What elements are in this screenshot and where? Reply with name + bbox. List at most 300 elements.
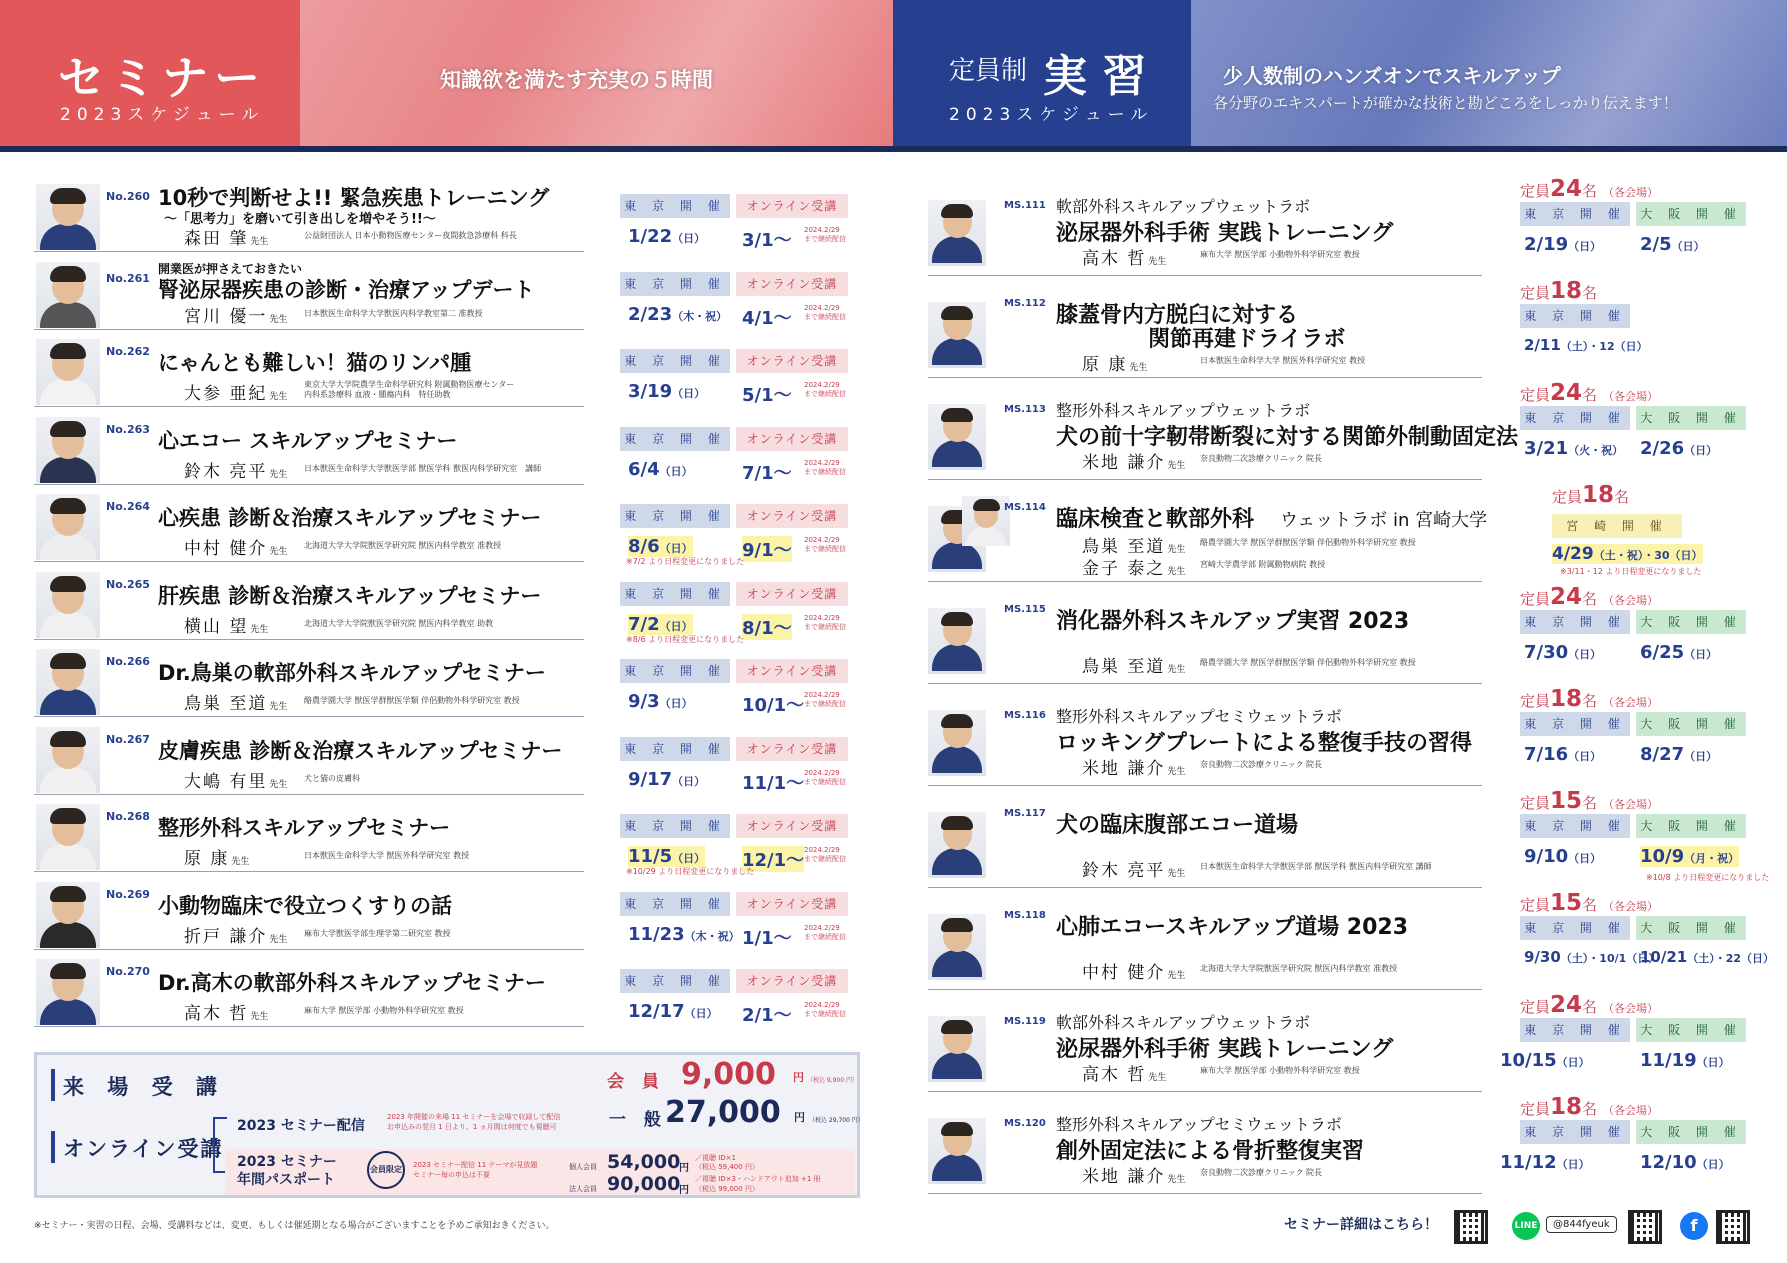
instructor-affiliation: 酪農学園大学 獣医学群獣医学類 伴侶動物外科学研究室 教授 (1200, 538, 1416, 547)
member-yen: 円 (793, 1071, 804, 1084)
tokyo-date (1500, 1152, 1590, 1173)
online-start-date: 10/1～ (742, 695, 805, 716)
header-divider (0, 146, 1787, 152)
capacity-venues: （各会場） (1603, 1002, 1659, 1015)
line-qr-code[interactable] (1628, 1210, 1662, 1244)
capacity (1520, 890, 1658, 916)
capacity-label: 定員 (1520, 1100, 1551, 1118)
seminar-header (0, 0, 893, 152)
seminar-pretitle: 開業医が押さえておきたい (158, 261, 303, 276)
lab-title: 臨床検査と軟部外科 (1056, 507, 1255, 532)
tokyo-label: 東 京 開 催 (620, 969, 730, 993)
sensei-label: 先生 (1129, 363, 1148, 373)
tokyo-date-day: （日） (672, 387, 706, 400)
tokyo-date-day: （日） (672, 852, 706, 865)
capacity-number: 24 (1550, 992, 1583, 1018)
capacity-unit: 名 (1582, 590, 1598, 608)
tokyo-date-day: （日） (684, 1007, 718, 1020)
speaker-name (184, 844, 249, 869)
osaka-date-value: 2/5 (1640, 234, 1672, 255)
tokyo-label: 東 京 開 催 (620, 737, 730, 761)
tokyo-date (628, 536, 693, 557)
tokyo-date (1524, 948, 1659, 966)
lab-row (928, 186, 1482, 276)
seminar-title: 皮膚疾患 診断＆治療スキルアップセミナー (158, 738, 563, 763)
online-until-date: 2024.2/29 (804, 923, 840, 932)
sensei-label: 先生 (269, 314, 288, 325)
speaker-photo (36, 959, 100, 1025)
capacity (1520, 176, 1658, 202)
online-until-date: 2024.2/29 (804, 458, 840, 467)
instructor-name-text: 米地 謙介 (1082, 453, 1166, 473)
sensei-label: 先生 (1167, 545, 1186, 555)
seminar-title: にゃんとも難しい！猫のリンパ腫 (158, 351, 472, 375)
instructor-name-2-text: 金子 泰之 (1082, 559, 1166, 579)
capacity-venues: （各会場） (1603, 798, 1659, 811)
online-label: オンライン受講 (736, 737, 848, 761)
lab-category: 軟部外科スキルアップウェットラボ (1056, 197, 1311, 216)
capacity (1520, 686, 1658, 712)
seminar-number: No.262 (106, 345, 150, 358)
tokyo-label: 東 京 開 催 (620, 194, 730, 218)
miyazaki-date (1552, 544, 1703, 564)
sensei-label: 先生 (231, 857, 250, 867)
tokyo-date-day: （日） (659, 697, 693, 710)
corp-price: 90,000 (607, 1173, 681, 1195)
photo-body (40, 379, 96, 405)
tokyo-date (1524, 744, 1601, 765)
sensei-label: 先生 (269, 392, 288, 402)
lab-category: 軟部外科スキルアップウェットラボ (1056, 1013, 1311, 1032)
tokyo-date (628, 924, 740, 945)
photo-hair (50, 886, 86, 902)
osaka-date (1640, 642, 1717, 663)
online-until-text: まで継続配信 (804, 622, 846, 631)
instructor-photo (928, 200, 986, 266)
tokyo-date-value: 9/30 (1524, 948, 1561, 966)
speaker-name (184, 302, 287, 327)
seminar-title: 心疾患 診断＆治療スキルアップセミナー (158, 506, 542, 530)
tokyo-date (1524, 846, 1601, 867)
speaker-affiliation: 北海道大学大学院獣医学研究院 獣医内科学教室 助教 (304, 618, 494, 628)
tokyo-date-day: （日） (1556, 1056, 1590, 1069)
photo-body (965, 526, 1007, 546)
speaker-name-text: 大嶋 有里 (184, 771, 268, 792)
osaka-date-value: 10/21 (1640, 948, 1688, 966)
sensei-label: 先生 (1167, 869, 1186, 879)
line-icon[interactable]: LINE (1512, 1212, 1540, 1240)
photo-hair (50, 188, 86, 204)
sensei-label: 先生 (1167, 767, 1186, 777)
capacity-number: 24 (1550, 584, 1583, 610)
photo-body (40, 534, 96, 560)
instructor-affiliation-2: 宮崎大学農学部 附属動物病院 教授 (1200, 560, 1326, 569)
lab-title: ロッキングプレートによる整復手技の習得 (1056, 731, 1473, 756)
online-label: オンライン受講 (736, 349, 848, 373)
osaka-label: 大 阪 開 催 (1636, 1120, 1746, 1144)
photo-hair (941, 1020, 974, 1035)
instructor-affiliation: 奈良動物二次診療クリニック 院長 (1200, 760, 1323, 769)
photo-hair (50, 963, 86, 979)
osaka-date-day: （日） (1684, 750, 1718, 763)
reschedule-note: ※10/29 より日程変更になりました (626, 867, 755, 876)
capacity-number: 15 (1550, 890, 1583, 916)
instructor-name-text: 米地 謙介 (1082, 1167, 1166, 1187)
capacity-unit: 名 (1582, 386, 1598, 404)
instructor-affiliation: 麻布大学 獣医学部 小動物外科学研究室 教授 (1200, 250, 1360, 259)
capacity-unit: 名 (1582, 284, 1598, 302)
capacity-unit: 名 (1582, 998, 1598, 1016)
photo-hair (50, 576, 86, 592)
tokyo-date (1524, 642, 1601, 663)
line-id: @844fyeuk (1546, 1216, 1617, 1233)
miyazaki-date-day: （土・祝）・30（日） (1593, 549, 1703, 562)
osaka-label: 大 阪 開 催 (1636, 202, 1746, 226)
photo-body (932, 236, 983, 263)
photo-body (932, 950, 983, 977)
reschedule-note: ※10/8 より日程変更になりました (1646, 873, 1770, 882)
instructor-name (1082, 1060, 1166, 1085)
sensei-label: 先生 (269, 702, 288, 712)
lab-number: MS.115 (1004, 604, 1046, 615)
tokyo-date-day: （日） (659, 542, 693, 555)
osaka-date-day: （日） (1696, 1158, 1730, 1171)
osaka-label: 大 阪 開 催 (1636, 916, 1746, 940)
osaka-date-value: 11/19 (1640, 1050, 1697, 1071)
online-start-date: 11/1～ (742, 772, 805, 794)
seminar-title: 10秒で判断せよ!! 緊急疾患トレーニング (158, 186, 550, 210)
instructor-name (1082, 958, 1185, 983)
tokyo-date-day: （木・祝） (684, 929, 740, 943)
seminar-title: Dr.鳥巣の軟部外科スキルアップセミナー (158, 661, 546, 685)
lab-category: 整形外科スキルアップセミウェットラボ (1056, 707, 1342, 726)
photo-body (40, 844, 96, 870)
instructor-photo (928, 914, 986, 980)
tokyo-date (628, 459, 693, 480)
instructor-photo (928, 608, 986, 674)
lab-title: 心肺エコースキルアップ道場 2023 (1056, 915, 1409, 940)
tokyo-label: 東 京 開 催 (620, 659, 730, 683)
online-until-date: 2024.2/29 (804, 846, 840, 854)
photo-body (40, 689, 96, 715)
tokyo-label: 東 京 開 催 (620, 349, 730, 373)
online-start-date: 4/1～ (742, 307, 792, 329)
sensei-label: 先生 (1167, 1175, 1186, 1185)
seminar-tagline: 知識欲を満たす充実の５時間 (440, 68, 713, 92)
detail-link[interactable]: セミナー詳細はこちら！ (1284, 1217, 1438, 1233)
lab-number: MS.118 (1004, 910, 1046, 921)
facebook-qr-code[interactable] (1716, 1210, 1750, 1244)
online-until-text: まで継続配信 (804, 235, 846, 243)
photo-body (40, 999, 96, 1025)
speaker-affiliation-2: 内科系診療科 血液・腫瘍内科 特任助教 (304, 390, 451, 399)
pass-note-1: 2023 セミナー配信 11 テーマが見放題 (413, 1161, 538, 1169)
tokyo-date-value: 3/21 (1524, 438, 1569, 459)
sensei-label: 先生 (1148, 1073, 1167, 1083)
tokyo-date (628, 769, 705, 790)
capacity-label: 定員 (1520, 284, 1551, 302)
osaka-label: 大 阪 開 催 (1636, 814, 1746, 838)
speaker-name-text: 鈴木 亮平 (184, 461, 268, 482)
speaker-affiliation: 日本獣医生命科学大学獣医学部 獣医学科 獣医内科学研究室 講師 (304, 463, 542, 473)
indiv-label: 個人会員 (569, 1163, 597, 1171)
tokyo-date (1500, 1050, 1590, 1071)
capacity-unit: 名 (1582, 1100, 1598, 1118)
photo-hair (941, 816, 974, 831)
instructor-photo (928, 1016, 986, 1082)
photo-hair (941, 408, 974, 423)
tokyo-date-value: 9/3 (628, 691, 660, 712)
osaka-date (1640, 234, 1705, 255)
speaker-name (184, 457, 287, 482)
tokyo-label: 東 京 開 催 (1520, 712, 1630, 736)
tokyo-label: 東 京 開 催 (620, 582, 730, 606)
sensei-label: 先生 (1148, 257, 1167, 267)
speaker-name (184, 767, 287, 792)
pass-label-1: 2023 セミナー (237, 1154, 337, 1170)
instructor-name-text: 鳥巣 至道 (1082, 537, 1166, 557)
osaka-date-value: 8/27 (1640, 744, 1685, 765)
capacity-number: 24 (1550, 380, 1583, 406)
sensei-label: 先生 (250, 624, 269, 635)
tokyo-date-value: 9/17 (628, 768, 673, 790)
seminar-title: 小動物臨床で役立つくすりの話 (158, 893, 452, 918)
instructor-affiliation: 奈良動物二次診療クリニック 院長 (1200, 1168, 1323, 1177)
osaka-date-day: （日） (1684, 444, 1718, 457)
general-price: 27,000 (665, 1095, 781, 1130)
lab-prefix: 定員制 (949, 56, 1028, 86)
seminar-title: セミナー (58, 51, 266, 105)
capacity-unit: 名 (1582, 692, 1598, 710)
tokyo-date-value: 11/5 (628, 846, 673, 867)
capacity-venues: （各会場） (1603, 1104, 1659, 1117)
seminar-row (34, 492, 584, 562)
tokyo-date (628, 614, 693, 635)
photo-body (40, 302, 96, 328)
pass-note-2: セミナー毎の申込は不要 (413, 1171, 490, 1179)
seminar-number: No.261 (106, 271, 150, 285)
capacity-venues: （各会場） (1603, 186, 1659, 199)
lab-row (928, 798, 1482, 888)
capacity-venues: （各会場） (1603, 594, 1659, 607)
tokyo-date-value: 11/23 (628, 923, 685, 945)
speaker-photo (36, 727, 100, 793)
osaka-date (1640, 1152, 1730, 1173)
photo-body (932, 1154, 983, 1181)
speaker-affiliation: 東京大学大学院農学生命科学研究科 附属動物医療センター (304, 380, 515, 389)
online-until-text: まで継続配信 (804, 545, 846, 553)
instructor-name-text: 高木 哲 (1082, 249, 1147, 269)
lab-title: 実 習 (1043, 51, 1147, 102)
speaker-affiliation: 北海道大学大学院獣医学研究院 獣医内科学教室 准教授 (304, 541, 502, 550)
capacity (1520, 1094, 1658, 1120)
lab-number: MS.119 (1004, 1016, 1046, 1027)
seminar-subtitle: ～「思考力」を磨いて引き出しを増やそう!!～ (164, 212, 436, 227)
reschedule-note: ※3/11・12 より日程変更になりました (1560, 567, 1702, 576)
photo-hair (50, 343, 86, 359)
speaker-name-text: 高木 哲 (184, 1004, 249, 1024)
photo-body (932, 338, 983, 365)
photo-body (932, 440, 983, 467)
facebook-icon[interactable]: f (1680, 1212, 1708, 1240)
lab-category: 整形外科スキルアップウェットラボ (1056, 401, 1311, 420)
speaker-photo (36, 339, 100, 405)
instructor-affiliation: 日本獣医生命科学大学獣医学部 獣医学科 獣医内科学研究室 講師 (1200, 862, 1432, 871)
lab-row (928, 1002, 1482, 1092)
seminar-number: No.265 (106, 577, 150, 591)
tokyo-date-day: （日） (1568, 852, 1602, 865)
lab-category: 整形外科スキルアップセミウェットラボ (1056, 1115, 1342, 1134)
instructor-name-text: 高木 哲 (1082, 1065, 1147, 1085)
instructor-photo-2 (962, 496, 1010, 546)
online-until-text: まで継続配信 (804, 390, 846, 398)
instructor-name-text: 鈴木 亮平 (1082, 861, 1166, 881)
sensei-label: 先生 (269, 547, 288, 557)
online-until-date: 2024.2/29 (804, 768, 840, 777)
photo-body (40, 612, 96, 638)
lab-header (893, 0, 1787, 152)
tokyo-date (1524, 336, 1648, 354)
osaka-label: 大 阪 開 催 (1636, 712, 1746, 736)
instructor-name (1082, 856, 1185, 881)
photo-hair (941, 612, 974, 627)
general-yen: 円 (794, 1111, 805, 1124)
reschedule-note: ※8/6 より日程変更になりました (626, 634, 745, 644)
seminar-subtitle: 2023スケジュール (60, 105, 265, 125)
lab-tagline-2: 各分野のエキスパートが確かな技術と勘どころをしっかり伝えます！ (1213, 94, 1678, 112)
capacity (1520, 278, 1597, 304)
photo-hair (50, 266, 86, 282)
lab-title-tail: ウェットラボ in 宮崎大学 (1280, 510, 1488, 531)
tokyo-label: 東 京 開 催 (620, 892, 730, 916)
tokyo-date-day: （日） (672, 232, 706, 245)
tokyo-date-day: （土）・12（日） (1560, 340, 1648, 353)
lab-number: MS.117 (1004, 808, 1046, 819)
osaka-date-day: （日） (1696, 1056, 1730, 1069)
tokyo-label: 東 京 開 催 (1520, 1120, 1630, 1144)
online-label: オンライン受講 (736, 272, 848, 296)
speaker-affiliation: 日本獣医生命科学大学 獣医外科学研究室 教授 (304, 851, 470, 860)
tokyo-date-day: （日） (659, 464, 693, 478)
seminar-row (34, 337, 584, 407)
tokyo-date-value: 8/6 (628, 536, 660, 557)
indiv-detail: ／視聴 ID×1 (695, 1154, 736, 1162)
photo-hair (941, 204, 974, 219)
osaka-date-day: （土）・22（日） (1687, 952, 1775, 965)
speaker-affiliation: 日本獣医生命科学大学獣医内科学教室第二 准教授 (304, 308, 483, 318)
speaker-photo (36, 417, 100, 483)
online-until-date: 2024.2/29 (804, 303, 840, 312)
tokyo-date-value: 1/22 (628, 226, 673, 247)
sensei-label: 先生 (250, 237, 269, 247)
online-start-date: 8/1～ (742, 614, 792, 640)
speaker-name-text: 原 康 (184, 849, 230, 869)
speaker-photo (36, 572, 100, 638)
speaker-photo (36, 184, 100, 250)
instructor-name-text: 鳥巣 至道 (1082, 657, 1166, 677)
tokyo-date-day: （日） (1556, 1158, 1590, 1171)
lab-number: MS.113 (1004, 404, 1046, 415)
capacity-unit: 名 (1582, 794, 1598, 812)
photo-hair (941, 306, 974, 321)
capacity-venues: （各会場） (1603, 696, 1659, 709)
seminar-qr-code[interactable] (1454, 1210, 1488, 1244)
tokyo-date (1524, 438, 1623, 459)
instructor-affiliation: 日本獣医生命科学大学 獣医外科学研究室 教授 (1200, 356, 1366, 365)
online-until-text: まで継続配信 (804, 467, 846, 476)
capacity-number: 18 (1550, 1094, 1583, 1120)
osaka-date-value: 10/9 (1640, 846, 1685, 867)
osaka-date-value: 2/26 (1640, 438, 1685, 459)
tokyo-date-value: 12/17 (628, 1001, 685, 1022)
tokyo-label: 東 京 開 催 (1520, 916, 1630, 940)
stream-note-2: お申込みの翌月 1 日より、1 ヵ月間は何度でも視聴可 (387, 1123, 557, 1131)
instructor-affiliation: 麻布大学 獣医学部 小動物外科学研究室 教授 (1200, 1066, 1360, 1075)
tokyo-label: 東 京 開 催 (1520, 814, 1630, 838)
general-tax: （税込 29,700 円） (809, 1117, 864, 1124)
venue-label: 来 場 受 講 (63, 1075, 225, 1099)
seminar-row (34, 802, 584, 872)
pass-label-2: 年間パスポート (237, 1172, 335, 1188)
osaka-date (1640, 948, 1774, 966)
speaker-name (184, 379, 287, 404)
online-until-text: まで継続配信 (804, 700, 846, 708)
capacity (1552, 482, 1629, 508)
seminar-title: 心エコー スキルアップセミナー (158, 428, 458, 453)
photo-hair (973, 499, 1000, 511)
instructor-photo (928, 302, 986, 368)
online-until-text: まで継続配信 (804, 855, 846, 863)
sensei-label: 先生 (269, 779, 288, 790)
osaka-label: 大 阪 開 催 (1636, 610, 1746, 634)
photo-body (40, 767, 96, 793)
instructor-name (1082, 244, 1166, 269)
capacity-number: 18 (1582, 482, 1615, 508)
online-label: オンライン受講 (63, 1137, 224, 1161)
member-price: 9,000 (681, 1057, 776, 1092)
corp-tax: （税込 99,000 円） (695, 1185, 759, 1193)
sensei-label: 先生 (1167, 665, 1186, 675)
speaker-name-text: 折戸 謙介 (184, 926, 268, 947)
osaka-date (1640, 438, 1717, 459)
corp-yen: 円 (679, 1185, 689, 1196)
sensei-label: 先生 (250, 1012, 269, 1022)
photo-hair (50, 808, 86, 824)
instructor-affiliation: 奈良動物二次診療クリニック 院長 (1200, 454, 1323, 463)
photo-hair (50, 653, 86, 669)
photo-hair (941, 714, 974, 729)
capacity-label: 定員 (1552, 488, 1583, 506)
instructor-name (1082, 1162, 1185, 1187)
speaker-affiliation: 麻布大学 獣医学部 小動物外科学研究室 教授 (304, 1006, 464, 1015)
speaker-photo (36, 882, 100, 948)
photo-hair (50, 731, 86, 747)
online-until-text: まで継続配信 (804, 777, 846, 786)
capacity-number: 18 (1550, 686, 1583, 712)
tokyo-date-value: 3/19 (628, 381, 673, 402)
lab-number: MS.120 (1004, 1118, 1046, 1129)
seminar-number: No.270 (106, 965, 150, 978)
seminar-row (34, 570, 584, 640)
online-label: オンライン受講 (736, 892, 848, 916)
online-start-date: 3/1～ (742, 230, 792, 251)
tokyo-date-day: （日） (659, 619, 693, 633)
lab-title: 消化器外科スキルアップ実習 2023 (1056, 609, 1410, 634)
instructor-photo (928, 404, 986, 470)
online-until-date: 2024.2/29 (804, 613, 840, 622)
tokyo-date-value: 2/19 (1524, 234, 1569, 255)
tokyo-date (628, 846, 705, 867)
